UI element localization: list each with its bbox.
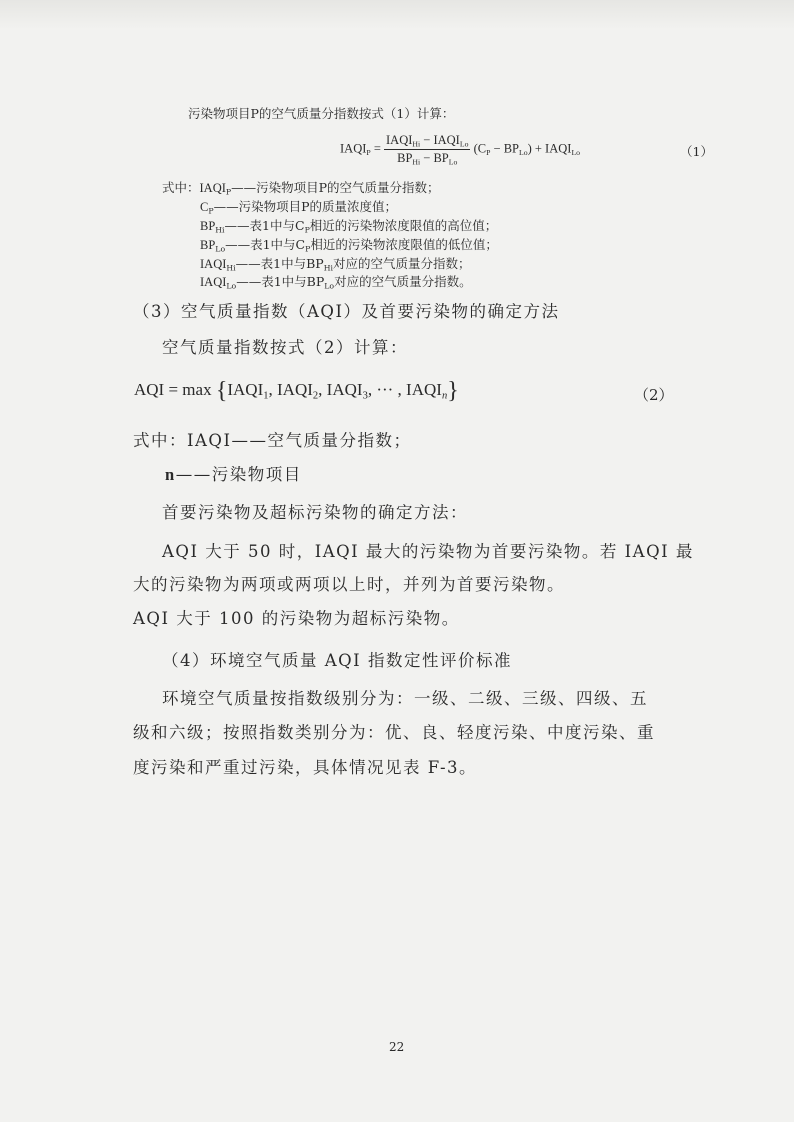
paragraph-1-line-2: 大的污染物为两项或两项以上时，并列为首要污染物。 xyxy=(133,575,565,594)
page-number: 22 xyxy=(389,1040,405,1054)
paragraph-1-line-1: AQI 大于 50 时，IAQI 最大的污染物为首要污染物。若 IAQI 最 xyxy=(162,542,694,561)
definition-bp-hi: $BP_{Hi}——$表1中与$C_P$相近的污染物浓度限值的高位值； xyxy=(200,218,498,235)
definition-n: n——污染物项目 xyxy=(165,465,302,484)
paragraph-3-line-3: 度污染和严重过污染，具体情况见表 F-3。 xyxy=(133,758,478,777)
equation-1: $IAQI_P$ = $\frac{IAQI_{Hi} - IAQI_{Lo}}{BP_{Hi} - BP_{Lo}}$ $(C_P - BP_{Lo})$ + $IAQI_{Lo}$ xyxy=(340,133,581,167)
definition-cp: $C_P——$污染物项目P的质量浓度值； xyxy=(200,199,397,216)
paragraph-2: AQI 大于 100 的污染物为超标污染物。 xyxy=(133,609,460,628)
primary-pollutant-heading: 首要污染物及超标污染物的确定方法： xyxy=(162,503,468,522)
scan-shadow xyxy=(0,0,794,30)
definition-iaqi-hi: $IAQI_{Hi}——$表1中与$BP_{Hi}$对应的空气质量分指数； xyxy=(200,256,471,273)
definition-iaqi-lo: $IAQI_{Lo}——$表1中与$BP_{Lo}$对应的空气质量分指数。 xyxy=(200,274,472,291)
section-heading-4: （4）环境空气质量 AQI 指数定性评价标准 xyxy=(162,651,512,670)
equation-2-number: （2） xyxy=(634,386,674,404)
definition-iaqi-p: 式中：$IAQI_P——$污染物项目P的空气质量分指数； xyxy=(162,180,440,197)
section-heading-3: （3）空气质量指数（AQI）及首要污染物的确定方法 xyxy=(133,302,560,321)
formula-intro-2: 空气质量指数按式（2）计算： xyxy=(162,338,408,357)
equation-1-fraction: $\frac{IAQI_{Hi} - IAQI_{Lo}}{BP_{Hi} - BP_{Lo}}$ xyxy=(386,133,469,167)
definition-bp-lo: $BP_{Lo}——$表1中与$C_P$相近的污染物浓度限值的低位值； xyxy=(200,237,498,254)
formula-intro-1: 污染物项目P的空气质量分指数按式（1）计算： xyxy=(188,106,455,121)
paragraph-3-line-2: 级和六级；按照指数类别分为：优、良、轻度污染、中度污染、重 xyxy=(133,723,655,742)
definition-iaqi: 式中：IAQI——空气质量分指数； xyxy=(133,431,412,450)
equation-1-number: （1） xyxy=(680,144,713,159)
paragraph-3-line-1: 环境空气质量按指数级别分为：一级、二级、三级、四级、五 xyxy=(162,689,648,708)
equation-2: AQI = $\max \{IAQI_1$, $IAQI_2$, $IAQI_3$, ··· , $IAQI_n$} xyxy=(134,378,459,404)
